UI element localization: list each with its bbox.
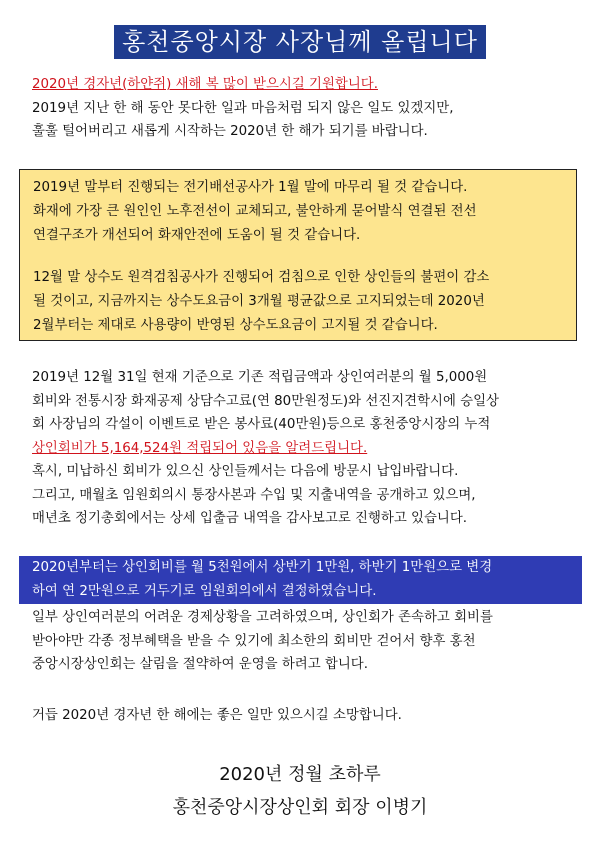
notice-para-electric — [33, 176, 563, 248]
fund-line: 그리고, 매월초 임원회의시 통장사본과 수입 및 지출내역을 공개하고 있으며, — [32, 487, 476, 503]
notice-box — [19, 169, 577, 341]
reason-line: 중앙시장상인회는 살림을 절약하여 운영을 하려고 합니다. — [32, 657, 368, 672]
fund-line: 2019년 12월 31일 현재 기준으로 기존 적립금액과 상인여러분의 월 5,000원 — [32, 370, 488, 385]
greeting-section — [32, 73, 572, 144]
fee-change-box — [19, 556, 582, 604]
notice-line: 될 것이고, 지금까지는 상수도요금이 3개월 평균값으로 고지되었는데 2020년 — [33, 294, 485, 309]
reason-line: 일부 상인여러분의 어려운 경제상황을 고려하였으며, 상인회가 존속하고 회비를 — [32, 610, 493, 625]
fund-total-highlight: 상인회비가 5,164,524원 적립되어 있음을 알려드립니다. — [32, 440, 368, 456]
reason-line: 받아야만 각종 정부혜택을 받을 수 있기에 최소한의 회비만 걷어서 향후 홍천 — [32, 633, 476, 649]
fund-line: 매년초 정기총회에서는 상세 입출금 내역을 감사보고로 진행하고 있습니다. — [32, 511, 468, 526]
greeting-line: 훌훌 털어버리고 새롭게 시작하는 2020년 한 해가 되기를 바랍니다. — [32, 124, 428, 139]
greeting-line: 2019년 지난 한 해 동안 못다한 일과 마음처럼 되지 않은 일도 있겠지만, — [32, 100, 454, 116]
fund-line: 혹시, 미납하신 회비가 있으신 상인들께서는 다음에 방문시 납입바랍니다. — [32, 464, 459, 479]
fee-change-line: 2020년부터는 상인회비를 월 5천원에서 상반기 1만원, 하반기 1만원으로 변경 — [32, 560, 493, 575]
closing-section — [32, 704, 572, 728]
fee-change-text — [32, 556, 562, 604]
title-bar — [0, 25, 600, 59]
reason-section — [32, 606, 572, 677]
page-title: 홍천중앙시장 사장님께 올립니다 — [114, 25, 486, 59]
notice-line: 연결구조가 개선되어 화재안전에 도움이 될 것 같습니다. — [33, 228, 361, 243]
notice-para-water — [33, 266, 563, 338]
signature-author: 홍천중앙시장상인회 회장 이병기 — [172, 797, 428, 818]
signature-date: 2020년 정월 초하루 — [219, 764, 381, 785]
notice-line: 2019년 말부터 진행되는 전기배선공사가 1월 말에 마무리 될 것 같습니다. — [33, 180, 468, 195]
notice-line: 12월 말 상수도 원격검침공사가 진행되어 검침으로 인한 상인들의 불편이 감소 — [33, 270, 490, 285]
notice-line: 2월부터는 제대로 사용량이 반영된 상수도요금이 고지될 것 같습니다. — [33, 318, 438, 333]
fund-line: 회비와 전통시장 화재공제 상담수고료(연 80만원정도)와 선진지견학시에 승일상 — [32, 393, 499, 409]
fund-section — [32, 366, 572, 531]
fee-change-line: 하여 연 2만원으로 거두기로 임원회의에서 결정하였습니다. — [32, 584, 377, 599]
greeting-headline: 2020년 경자년(하얀쥐) 새해 복 많이 받으시길 기원합니다. — [32, 77, 378, 92]
notice-line: 화재에 가장 큰 원인인 노후전선이 교체되고, 불안하게 묻어발식 연결된 전선 — [33, 204, 477, 219]
closing-line: 거듭 2020년 경자년 한 해에는 좋은 일만 있으시길 소망합니다. — [32, 708, 402, 723]
fund-line: 회 사장님의 각설이 이벤트로 받은 봉사료(40만원)등으로 홍천중앙시장의 누적 — [32, 417, 491, 432]
